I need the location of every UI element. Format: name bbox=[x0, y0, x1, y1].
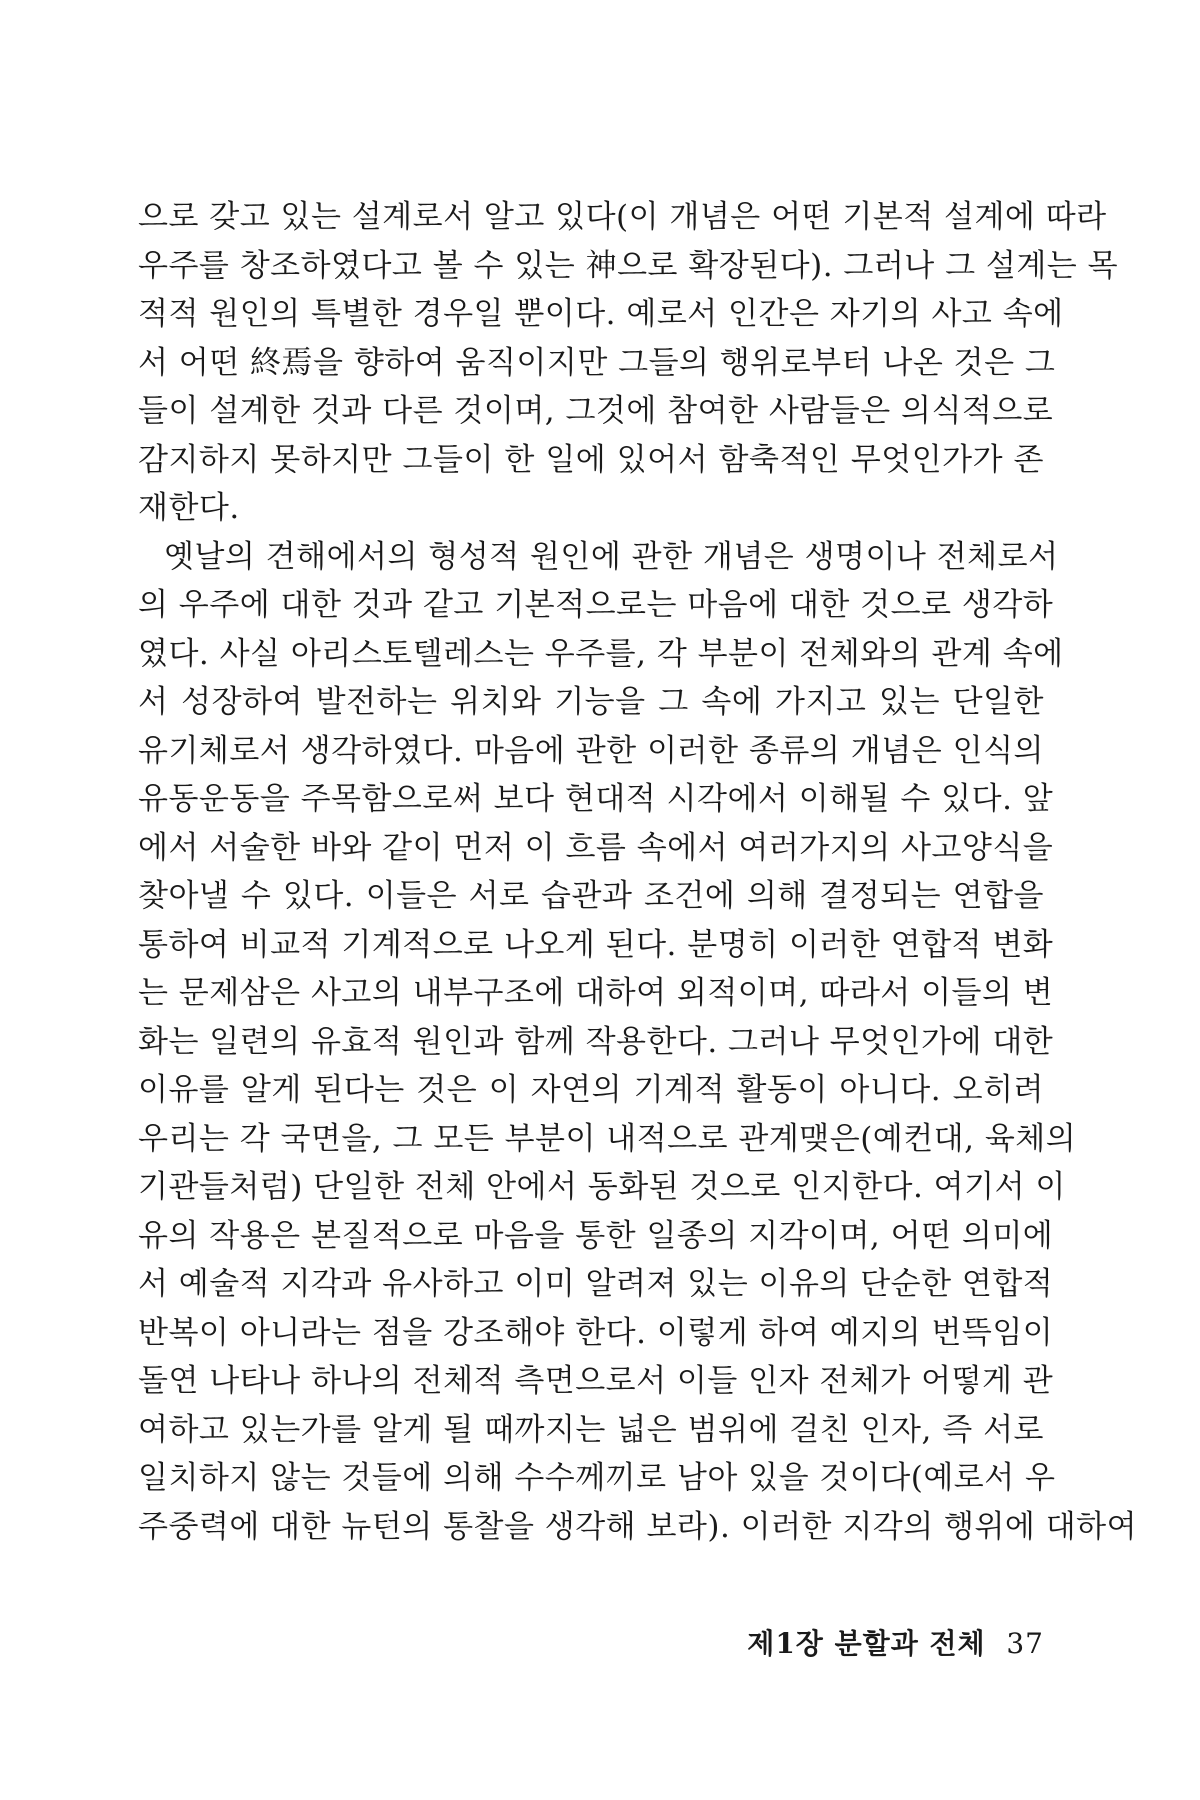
text-line: 돌연 나타나 하나의 전체적 측면으로서 이들 인자 전체가 어떻게 관 bbox=[138, 1363, 1054, 1399]
page-footer bbox=[747, 1622, 1044, 1662]
text-line: 통하여 비교적 기계적으로 나오게 된다. 분명히 이러한 연합적 변화 bbox=[138, 926, 1054, 963]
text-line: 화는 일련의 유효적 원인과 함께 작용한다. 그러나 무엇인가에 대한 bbox=[138, 1023, 1054, 1060]
body-text bbox=[138, 193, 1138, 1551]
text-line: 유의 작용은 본질적으로 마음을 통한 일종의 지각이며, 어떤 의미에 bbox=[138, 1217, 1054, 1254]
text-line: 서 예술적 지각과 유사하고 이미 알려져 있는 이유의 단순한 연합적 bbox=[138, 1266, 1054, 1302]
paragraph bbox=[138, 533, 1138, 1552]
text-line: 으로 갖고 있는 설계로서 알고 있다(이 개념은 어떤 기본적 설계에 따라 bbox=[138, 199, 1107, 235]
text-line: 는 문제삼은 사고의 내부구조에 대하여 외적이며, 따라서 이들의 변 bbox=[138, 975, 1054, 1011]
text-line: 우주를 창조하였다고 볼 수 있는 神으로 확장된다). 그러나 그 설계는 목 bbox=[138, 247, 1119, 284]
text-line: 우리는 각 국면을, 그 모든 부분이 내적으로 관계맺은(예컨대, 육체의 bbox=[138, 1120, 1077, 1157]
text-line: 일치하지 않는 것들에 의해 수수께끼로 남아 있을 것이다(예로서 우 bbox=[138, 1460, 1056, 1496]
text-line: 반복이 아니라는 점을 강조해야 한다. 이렇게 하여 예지의 번뜩임이 bbox=[138, 1314, 1054, 1351]
text-line: 적적 원인의 특별한 경우일 뿐이다. 예로서 인간은 자기의 사고 속에 bbox=[138, 296, 1064, 332]
chapter-title: 제1장 분할과 전체 bbox=[747, 1627, 986, 1660]
text-line: 서 성장하여 발전하는 위치와 기능을 그 속에 가지고 있는 단일한 bbox=[138, 684, 1044, 720]
text-line: 유기체로서 생각하였다. 마음에 관한 이러한 종류의 개념은 인식의 bbox=[138, 732, 1044, 769]
text-line: 이유를 알게 된다는 것은 이 자연의 기계적 활동이 아니다. 오히려 bbox=[138, 1072, 1044, 1108]
paragraph bbox=[138, 193, 1119, 533]
text-line: 옛날의 견해에서의 형성적 원인에 관한 개념은 생명이나 전체로서 bbox=[164, 538, 1059, 575]
text-line: 주중력에 대한 뉴턴의 통찰을 생각해 보라). 이러한 지각의 행위에 대하여 bbox=[138, 1508, 1138, 1545]
text-line: 서 어떤 終焉을 향하여 움직이지만 그들의 행위로부터 나온 것은 그 bbox=[138, 344, 1056, 381]
text-line: 들이 설계한 것과 다른 것이며, 그것에 참여한 사람들은 의식적으로 bbox=[138, 393, 1054, 429]
text-line: 였다. 사실 아리스토텔레스는 우주를, 각 부분이 전체와의 관계 속에 bbox=[138, 635, 1064, 672]
text-line: 기관들처럼) 단일한 전체 안에서 동화된 것으로 인지한다. 여기서 이 bbox=[138, 1169, 1066, 1205]
text-line: 감지하지 못하지만 그들이 한 일에 있어서 함축적인 무엇인가가 존 bbox=[138, 441, 1044, 478]
text-line: 찾아낼 수 있다. 이들은 서로 습관과 조건에 의해 결정되는 연합을 bbox=[138, 878, 1044, 914]
page-number: 37 bbox=[1006, 1627, 1044, 1660]
text-line: 재한다. bbox=[138, 490, 240, 526]
text-line: 에서 서술한 바와 같이 먼저 이 흐름 속에서 여러가지의 사고양식을 bbox=[138, 829, 1054, 866]
text-line: 유동운동을 주목함으로써 보다 현대적 시각에서 이해될 수 있다. 앞 bbox=[138, 781, 1054, 817]
text-line: 의 우주에 대한 것과 같고 기본적으로는 마음에 대한 것으로 생각하 bbox=[138, 587, 1054, 623]
text-line: 여하고 있는가를 알게 될 때까지는 넓은 범위에 걸친 인자, 즉 서로 bbox=[138, 1411, 1044, 1448]
